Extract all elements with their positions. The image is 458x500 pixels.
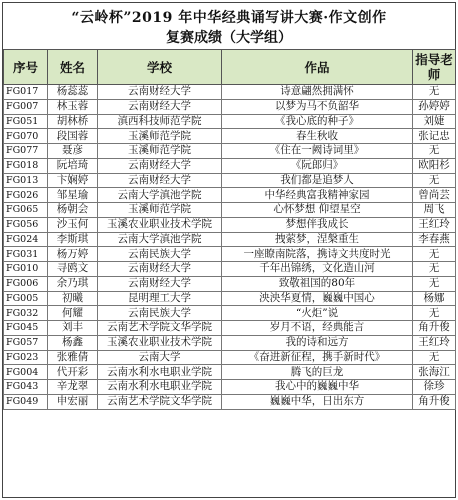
cell-work: 《阮郎归》 [222, 158, 413, 173]
table-row [4, 85, 456, 100]
cell-school: 云南财经大学 [98, 99, 222, 114]
cell-name: 杨朝会 [48, 203, 98, 218]
cell-name: 代开彩 [48, 365, 98, 380]
cell-name: 林玉蓉 [48, 99, 98, 114]
cell-id: FG032 [4, 306, 48, 321]
cell-teacher: 李春燕 [413, 232, 456, 247]
cell-work: 泱泱华夏情，巍巍中国心 [222, 291, 413, 306]
table-row [4, 232, 456, 247]
cell-teacher: 徐珍 [413, 380, 456, 395]
document-title: “云岭杯”2019 年中华经典诵写讲大赛·作文创作 [71, 10, 387, 26]
cell-work: 梦想伴我成长 [222, 217, 413, 232]
table-row [4, 380, 456, 395]
cell-school: 玉溪农业职业技术学院 [98, 335, 222, 350]
cell-name: 何耀 [48, 306, 98, 321]
cell-name: 辛龙翠 [48, 380, 98, 395]
cell-name: 李斯琪 [48, 232, 98, 247]
cell-id: FG065 [4, 203, 48, 218]
cell-school: 玉溪农业职业技术学院 [98, 217, 222, 232]
table-row [4, 158, 456, 173]
cell-school: 云南财经大学 [98, 85, 222, 100]
cell-work: 拽萦梦，涅槃重生 [222, 232, 413, 247]
cell-id: FG024 [4, 232, 48, 247]
cell-school: 云南大学滇池学院 [98, 232, 222, 247]
cell-teacher: 张海江 [413, 365, 456, 380]
cell-work: 《奋进新征程，携手新时代》 [222, 350, 413, 365]
cell-id: FG005 [4, 291, 48, 306]
table-row [4, 335, 456, 350]
cell-school: 云南艺术学院文华学院 [98, 321, 222, 336]
cell-id: FG010 [4, 262, 48, 277]
cell-id: FG057 [4, 335, 48, 350]
cell-id: FG070 [4, 129, 48, 144]
cell-teacher: 无 [413, 276, 456, 291]
cell-school: 玉溪师范学院 [98, 203, 222, 218]
header-work: 作品 [222, 50, 413, 85]
cell-teacher: 杨娜 [413, 291, 456, 306]
cell-work: 岁月不语，经典能言 [222, 321, 413, 336]
cell-name: 邹星瑜 [48, 188, 98, 203]
cell-name: 杨蕊蕊 [48, 85, 98, 100]
cell-school: 滇西科技师范学院 [98, 114, 222, 129]
cell-name: 段国蓉 [48, 129, 98, 144]
table-row [4, 247, 456, 262]
table-row [4, 203, 456, 218]
cell-name: 寻鸥文 [48, 262, 98, 277]
cell-id: FG043 [4, 380, 48, 395]
cell-name: 沙玉何 [48, 217, 98, 232]
header-name: 姓名 [48, 50, 98, 85]
header-no: 序号 [4, 50, 48, 85]
document-subtitle: 复赛成绩（大学组） [166, 30, 292, 46]
table-row [4, 217, 456, 232]
cell-work: 巍巍中华，日出东方 [222, 394, 413, 409]
header-school: 学校 [98, 50, 222, 85]
cell-work: 致敬祖国的80年 [222, 276, 413, 291]
cell-work: 中华经典富我精神家园 [222, 188, 413, 203]
cell-work: 我们都是追梦人 [222, 173, 413, 188]
cell-teacher: 无 [413, 262, 456, 277]
header-row [4, 50, 456, 85]
cell-teacher: 无 [413, 306, 456, 321]
cell-school: 云南水利水电职业学院 [98, 380, 222, 395]
table-row [4, 144, 456, 159]
cell-work: 《我心底的种子》 [222, 114, 413, 129]
cell-school: 玉溪师范学院 [98, 144, 222, 159]
cell-teacher: 无 [413, 350, 456, 365]
cell-name: 聂彦 [48, 144, 98, 159]
cell-school: 云南财经大学 [98, 276, 222, 291]
table-row [4, 350, 456, 365]
cell-id: FG049 [4, 394, 48, 409]
cell-work: 春生秋收 [222, 129, 413, 144]
cell-teacher: 曾尚芸 [413, 188, 456, 203]
results-sheet [2, 2, 456, 498]
cell-school: 云南大学滇池学院 [98, 188, 222, 203]
cell-school: 云南民族大学 [98, 247, 222, 262]
cell-teacher: 无 [413, 247, 456, 262]
cell-id: FG006 [4, 276, 48, 291]
cell-work: 心怀梦想 仰望星空 [222, 203, 413, 218]
cell-teacher: 王红玲 [413, 217, 456, 232]
cell-work: “火炬”说 [222, 306, 413, 321]
table-row [4, 306, 456, 321]
cell-teacher: 欧阳杉 [413, 158, 456, 173]
table-row [4, 394, 456, 409]
cell-school: 云南艺术学院文华学院 [98, 394, 222, 409]
cell-name: 余乃琪 [48, 276, 98, 291]
cell-id: FG045 [4, 321, 48, 336]
cell-work: 我心中的巍巍中华 [222, 380, 413, 395]
table-row [4, 365, 456, 380]
cell-work: 我的诗和远方 [222, 335, 413, 350]
cell-teacher: 无 [413, 144, 456, 159]
cell-work: 诗意翩然拥满怀 [222, 85, 413, 100]
table-row [4, 188, 456, 203]
cell-school: 云南民族大学 [98, 306, 222, 321]
cell-name: 阮培琦 [48, 158, 98, 173]
table-row [4, 276, 456, 291]
cell-id: FG051 [4, 114, 48, 129]
cell-id: FG077 [4, 144, 48, 159]
cell-name: 胡林桥 [48, 114, 98, 129]
table-row [4, 173, 456, 188]
cell-name: 杨鑫 [48, 335, 98, 350]
cell-id: FG056 [4, 217, 48, 232]
table-row [4, 321, 456, 336]
cell-name: 卞娴婷 [48, 173, 98, 188]
cell-teacher: 角升俊 [413, 394, 456, 409]
cell-teacher: 无 [413, 173, 456, 188]
cell-name: 申宏丽 [48, 394, 98, 409]
cell-id: FG004 [4, 365, 48, 380]
cell-name: 初曦 [48, 291, 98, 306]
cell-name: 刘丰 [48, 321, 98, 336]
table-row [4, 291, 456, 306]
table-row [4, 114, 456, 129]
title-block [3, 3, 455, 50]
cell-teacher: 无 [413, 85, 456, 100]
cell-id: FG026 [4, 188, 48, 203]
cell-id: FG031 [4, 247, 48, 262]
cell-teacher: 王红玲 [413, 335, 456, 350]
cell-id: FG018 [4, 158, 48, 173]
cell-name: 张雅倩 [48, 350, 98, 365]
cell-work: 《住在一阙诗词里》 [222, 144, 413, 159]
table-row [4, 99, 456, 114]
header-teacher: 指导老师 [413, 50, 456, 85]
cell-work: 千年出锦绣，文化造山河 [222, 262, 413, 277]
table-row [4, 262, 456, 277]
cell-teacher: 角升俊 [413, 321, 456, 336]
cell-name: 杨万婷 [48, 247, 98, 262]
cell-school: 云南水利水电职业学院 [98, 365, 222, 380]
cell-work: 以梦为马不负韶华 [222, 99, 413, 114]
cell-id: FG013 [4, 173, 48, 188]
cell-school: 云南财经大学 [98, 173, 222, 188]
cell-id: FG023 [4, 350, 48, 365]
cell-teacher: 孙婷婷 [413, 99, 456, 114]
table-row [4, 129, 456, 144]
cell-school: 玉溪师范学院 [98, 129, 222, 144]
cell-school: 云南财经大学 [98, 158, 222, 173]
cell-school: 云南大学 [98, 350, 222, 365]
cell-id: FG017 [4, 85, 48, 100]
cell-teacher: 刘婕 [413, 114, 456, 129]
cell-school: 昆明理工大学 [98, 291, 222, 306]
cell-teacher: 周飞 [413, 203, 456, 218]
cell-work: 一座瞭南院落，携诗文共度时光 [222, 247, 413, 262]
cell-work: 腾飞的巨龙 [222, 365, 413, 380]
cell-id: FG007 [4, 99, 48, 114]
cell-school: 云南财经大学 [98, 262, 222, 277]
cell-teacher: 张记忠 [413, 129, 456, 144]
results-table [3, 49, 456, 410]
